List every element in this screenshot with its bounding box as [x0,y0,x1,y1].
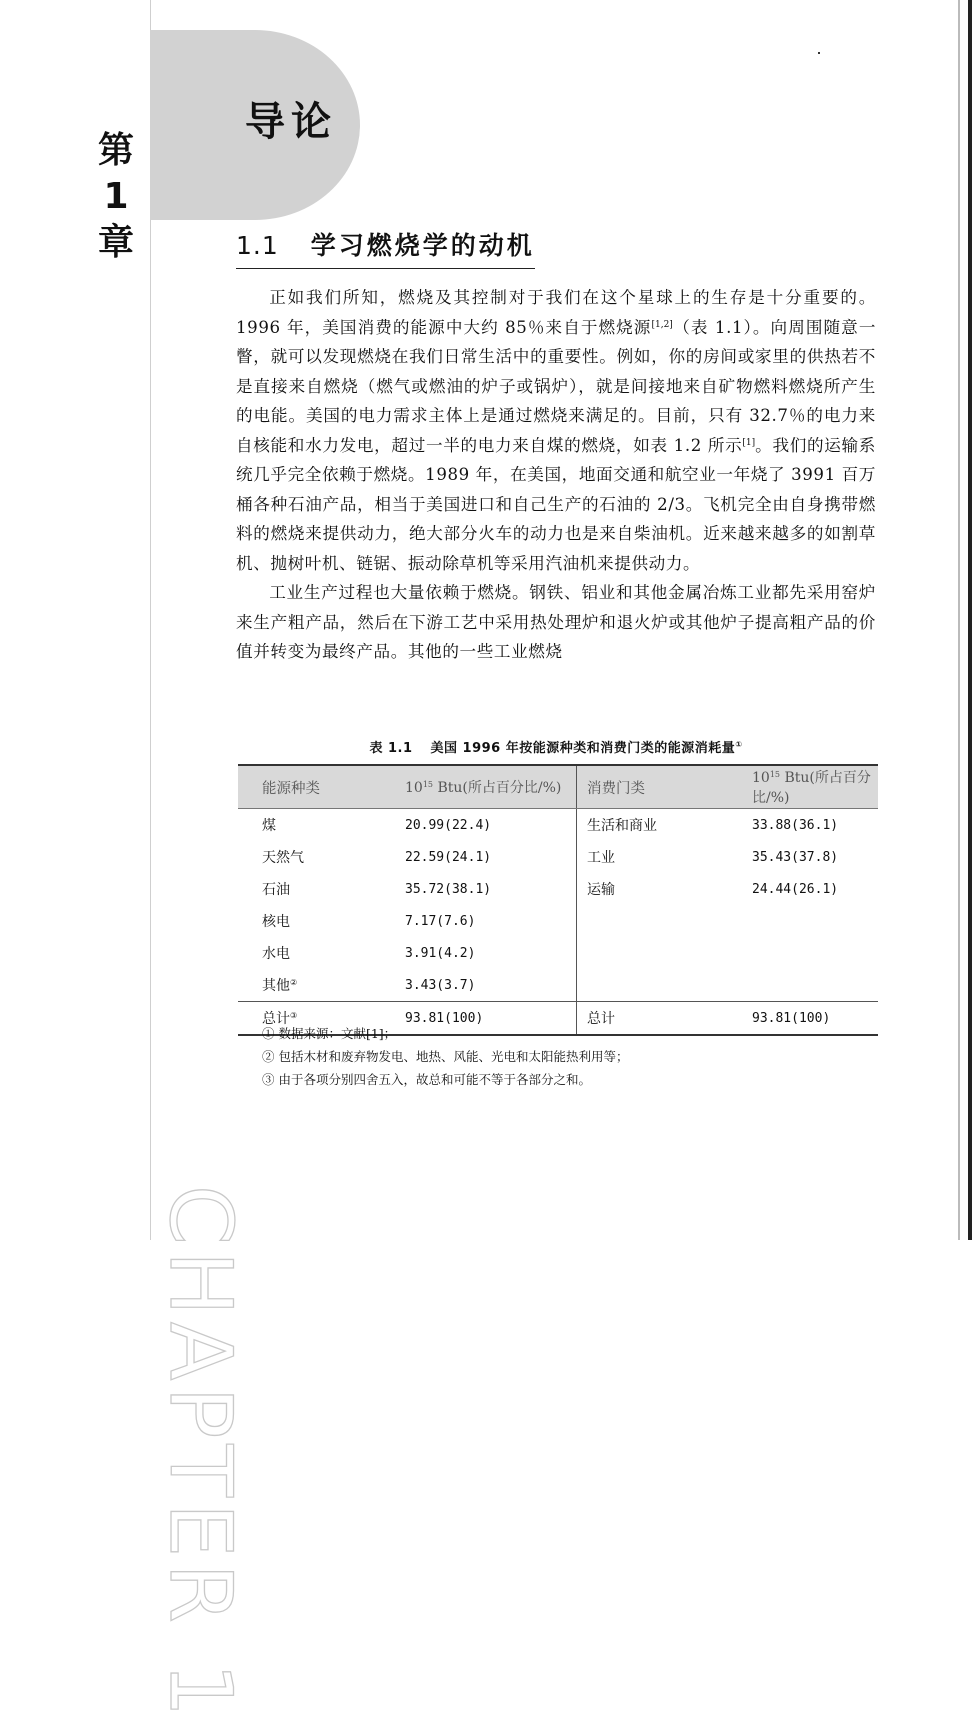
cell-sector-value: 33.88(36.1) [752,817,839,833]
chapter-label-char: 1 [103,176,129,217]
scan-edge [968,0,972,1240]
cell-source-value: 3.43(3.7) [405,977,476,993]
paragraph [236,283,876,578]
cell-source-value: 35.72(38.1) [405,881,492,897]
cell-sector: 生活和商业 [577,809,725,842]
section-title: 学习燃烧学的动机 [310,231,535,260]
paragraph-text: （表 1.1）。向周围随意一瞥，就可以发现燃烧在我们日常生活中的重要性。例如，你的房间或家里的供热若不是直接来自燃烧（燃气或燃油的炉子或锅炉），就是间接地来自矿物燃料燃烧所产生的电能。美国的电力需求主体上是通过燃烧来满足的。目前，只有 32.7％的电力来自核能和水力发电，超过一半的电力来自煤的燃烧，如表 1.2 所示 [236,317,877,455]
footnote: ② 包括木材和废弃物发电、地热、风能、光电和太阳能热利用等； [262,1049,629,1064]
cell-total-sector-value: 93.81(100) [724,1002,878,1036]
header-source-value: $10^{15}$ Btu(所占百分比/%) [375,765,577,809]
table-number: 表 1.1 [369,741,413,756]
cell-source: 天然气 [262,850,304,866]
scan-speck [818,52,820,54]
footnote: ③ 由于各项分别四舍五入，故总和可能不等于各部分之和。 [262,1072,591,1087]
cell-source: 水电 [262,946,290,962]
cell-sector-value [724,905,878,937]
table-row [238,969,878,1002]
citation: [1,2] [651,319,673,330]
table-row [238,905,878,937]
header-sector-value: $10^{15}$ Btu(所占百分比/%) [724,765,878,809]
footnote-mark: ② [290,978,298,987]
cell-sector [577,969,725,1002]
footnote: ① 数据来源：文献[1]； [262,1026,397,1041]
section-number: 1.1 [236,231,279,260]
footnote-mark: ③ [290,1011,298,1020]
chapter-watermark: CHAPTER 1 [150,1185,250,1723]
cell-total-label: 总计③ [238,1002,375,1036]
body-text [236,283,876,667]
table-row [238,809,878,842]
table-header-row [238,765,878,809]
paragraph-text: 。我们的运输系统几乎完全依赖于燃烧。1989 年，在美国，地面交通和航空业一年烧了 3991 百万桶各种石油产品，相当于美国进口和自己生产的石油的 2/3。飞机完全由自身携带燃料的燃烧来提供动力，绝大部分火车的动力也是来自柴油机。近来越来越多的如割草机、抛树叶机、链锯、振动除草机等采用汽油机来提供动力。 [236,435,876,573]
cell-sector [577,937,725,969]
cell-source-value: 3.91(4.2) [405,945,476,961]
cell-total-value: 93.81(100) [375,1002,577,1036]
cell-sector-value [724,969,878,1002]
chapter-number-label [92,128,140,266]
cell-source: 煤 [262,818,276,834]
cell-source: 石油 [262,882,290,898]
table-row [238,937,878,969]
chapter-label-char: 第 [97,130,134,171]
table-row [238,873,878,905]
scan-edge-shadow [958,0,960,1240]
table-footnotes [262,1022,628,1091]
table-caption [236,737,876,756]
section-heading [236,226,535,269]
paragraph: 工业生产过程也大量依赖于燃烧。钢铁、铝业和其他金属冶炼工业都先采用窑炉来生产粗产品，然后在下游工艺中采用热处理炉和退火炉或其他炉子提高粗产品的价值并转变为最终产品。其他的一些工业燃烧 [236,583,876,661]
cell-source-value: 7.17(7.6) [405,913,476,929]
chapter-title: 导论 [245,99,337,145]
cell-sector: 工业 [577,841,725,873]
paragraph-text: 正如我们所知，燃烧及其控制对于我们在这个星球上的生存是十分重要的。1996 年，美国消费的能源中大约 85％来自于燃烧源 [236,288,876,337]
cell-source: 其他② [262,978,298,994]
cell-source: 核电 [262,914,290,930]
energy-table [238,764,878,1036]
table-row [238,841,878,873]
chapter-label-char: 章 [97,222,134,263]
header-source: 能源种类 [238,765,375,809]
citation: [1] [742,437,756,448]
cell-total-sector-label: 总计 [577,1002,725,1036]
cell-sector-value: 24.44(26.1) [752,881,839,897]
footnote-mark: ① [735,740,743,749]
cell-sector-value [724,937,878,969]
cell-sector [577,905,725,937]
cell-source-value: 22.59(24.1) [405,849,492,865]
cell-sector: 运输 [577,873,725,905]
cell-source-value: 20.99(22.4) [405,817,492,833]
cell-sector-value: 35.43(37.8) [752,849,839,865]
header-sector: 消费门类 [577,765,725,809]
table-caption-text: 美国 1996 年按能源种类和消费门类的能源消耗量 [430,741,736,756]
